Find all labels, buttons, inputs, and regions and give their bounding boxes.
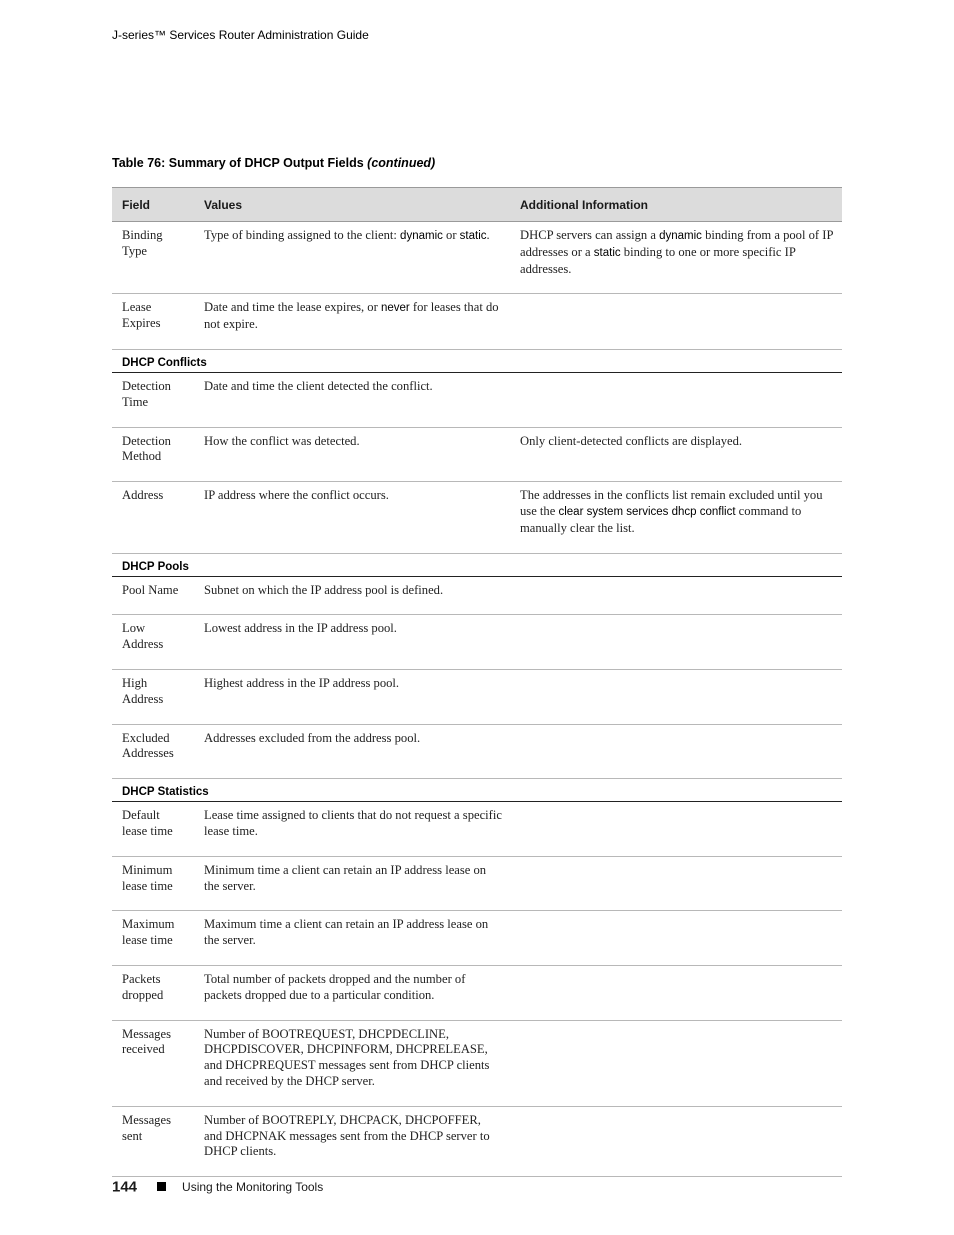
table-row bbox=[112, 856, 842, 911]
table-row bbox=[112, 482, 842, 553]
field-cell: Default lease time bbox=[112, 802, 194, 857]
field-cell: Detection Method bbox=[112, 427, 194, 482]
table-row bbox=[112, 911, 842, 966]
values-cell: Total number of packets dropped and the number of packets dropped due to a particular condition. bbox=[194, 965, 510, 1020]
info-cell bbox=[510, 856, 842, 911]
column-header-additional-information: Additional Information bbox=[510, 188, 842, 222]
table-row bbox=[112, 427, 842, 482]
section-heading-dhcp-statistics: DHCP Statistics bbox=[112, 779, 842, 802]
table-row bbox=[112, 965, 842, 1020]
field-cell: Address bbox=[112, 482, 194, 553]
square-bullet-icon bbox=[157, 1182, 166, 1191]
values-cell: Lease time assigned to clients that do not request a specific lease time. bbox=[194, 802, 510, 857]
info-cell bbox=[510, 576, 842, 615]
values-cell: Subnet on which the IP address pool is defined. bbox=[194, 576, 510, 615]
field-cell: Minimum lease time bbox=[112, 856, 194, 911]
info-cell bbox=[510, 294, 842, 350]
code-term: static bbox=[459, 230, 487, 242]
dhcp-output-fields-table bbox=[112, 187, 842, 1177]
field-cell: High Address bbox=[112, 669, 194, 724]
section-heading-row bbox=[112, 553, 842, 576]
field-cell: Low Address bbox=[112, 615, 194, 670]
values-cell: Number of BOOTREQUEST, DHCPDECLINE, DHCPDISCOVER, DHCPINFORM, DHCPRELEASE, and DHCPREQUEST messages sent from DHCP clients and received by the DHCP server. bbox=[194, 1020, 510, 1106]
table-row bbox=[112, 372, 842, 427]
info-cell bbox=[510, 669, 842, 724]
info-cell bbox=[510, 911, 842, 966]
table-row bbox=[112, 802, 842, 857]
page-footer bbox=[112, 1178, 323, 1196]
values-cell: Number of BOOTREPLY, DHCPACK, DHCPOFFER, and DHCPNAK messages sent from the DHCP server to DHCP clients. bbox=[194, 1106, 510, 1176]
caption-continued: (continued) bbox=[367, 156, 436, 170]
section-heading-row bbox=[112, 779, 842, 802]
info-cell: Only client-detected conflicts are displayed. bbox=[510, 427, 842, 482]
footer-section-title: Using the Monitoring Tools bbox=[182, 1179, 324, 1194]
field-cell: Messages received bbox=[112, 1020, 194, 1106]
code-term: dynamic bbox=[400, 230, 443, 242]
table-row bbox=[112, 615, 842, 670]
info-cell bbox=[510, 724, 842, 779]
field-cell: Pool Name bbox=[112, 576, 194, 615]
section-heading-dhcp-conflicts: DHCP Conflicts bbox=[112, 349, 842, 372]
table-caption bbox=[112, 156, 435, 170]
field-cell: Excluded Addresses bbox=[112, 724, 194, 779]
section-heading-dhcp-pools: DHCP Pools bbox=[112, 553, 842, 576]
table-row bbox=[112, 576, 842, 615]
table-row bbox=[112, 1020, 842, 1106]
values-cell: Date and time the client detected the conflict. bbox=[194, 372, 510, 427]
info-cell: The addresses in the conflicts list remain excluded until you use the clear system services dhcp conflict command to manually clear the list. bbox=[510, 482, 842, 553]
values-cell: IP address where the conflict occurs. bbox=[194, 482, 510, 553]
table-row bbox=[112, 222, 842, 294]
column-header-field: Field bbox=[112, 188, 194, 222]
values-cell: Date and time the lease expires, or never for leases that do not expire. bbox=[194, 294, 510, 350]
field-cell: Packets dropped bbox=[112, 965, 194, 1020]
code-term: static bbox=[593, 246, 621, 259]
info-cell bbox=[510, 802, 842, 857]
code-term: clear system services dhcp conflict bbox=[558, 505, 736, 518]
info-cell bbox=[510, 615, 842, 670]
table-row bbox=[112, 669, 842, 724]
column-header-values: Values bbox=[194, 188, 510, 222]
section-heading-row bbox=[112, 349, 842, 372]
info-cell bbox=[510, 1106, 842, 1176]
values-cell: Addresses excluded from the address pool. bbox=[194, 724, 510, 779]
table-row bbox=[112, 294, 842, 350]
table-row bbox=[112, 1106, 842, 1176]
values-cell: Highest address in the IP address pool. bbox=[194, 669, 510, 724]
running-header: J-series™ Services Router Administration Guide bbox=[112, 28, 369, 42]
values-cell: Type of binding assigned to the client: dynamic or static. bbox=[194, 222, 510, 294]
code-term: dynamic bbox=[659, 230, 702, 242]
field-cell: Binding Type bbox=[112, 222, 194, 294]
values-cell: Lowest address in the IP address pool. bbox=[194, 615, 510, 670]
field-cell: Lease Expires bbox=[112, 294, 194, 350]
table-row bbox=[112, 724, 842, 779]
field-cell: Detection Time bbox=[112, 372, 194, 427]
info-cell bbox=[510, 1020, 842, 1106]
code-term: never bbox=[380, 302, 410, 315]
values-cell: Minimum time a client can retain an IP address lease on the server. bbox=[194, 856, 510, 911]
values-cell: Maximum time a client can retain an IP address lease on the server. bbox=[194, 911, 510, 966]
field-cell: Maximum lease time bbox=[112, 911, 194, 966]
table-header-row bbox=[112, 188, 842, 222]
info-cell: DHCP servers can assign a dynamic binding from a pool of IP addresses or a static binding to one or more specific IP addresses. bbox=[510, 222, 842, 294]
caption-label: Table 76: Summary of DHCP Output Fields bbox=[112, 156, 364, 170]
values-cell: How the conflict was detected. bbox=[194, 427, 510, 482]
field-cell: Messages sent bbox=[112, 1106, 194, 1176]
info-cell bbox=[510, 965, 842, 1020]
page-number: 144 bbox=[112, 1178, 138, 1196]
info-cell bbox=[510, 372, 842, 427]
